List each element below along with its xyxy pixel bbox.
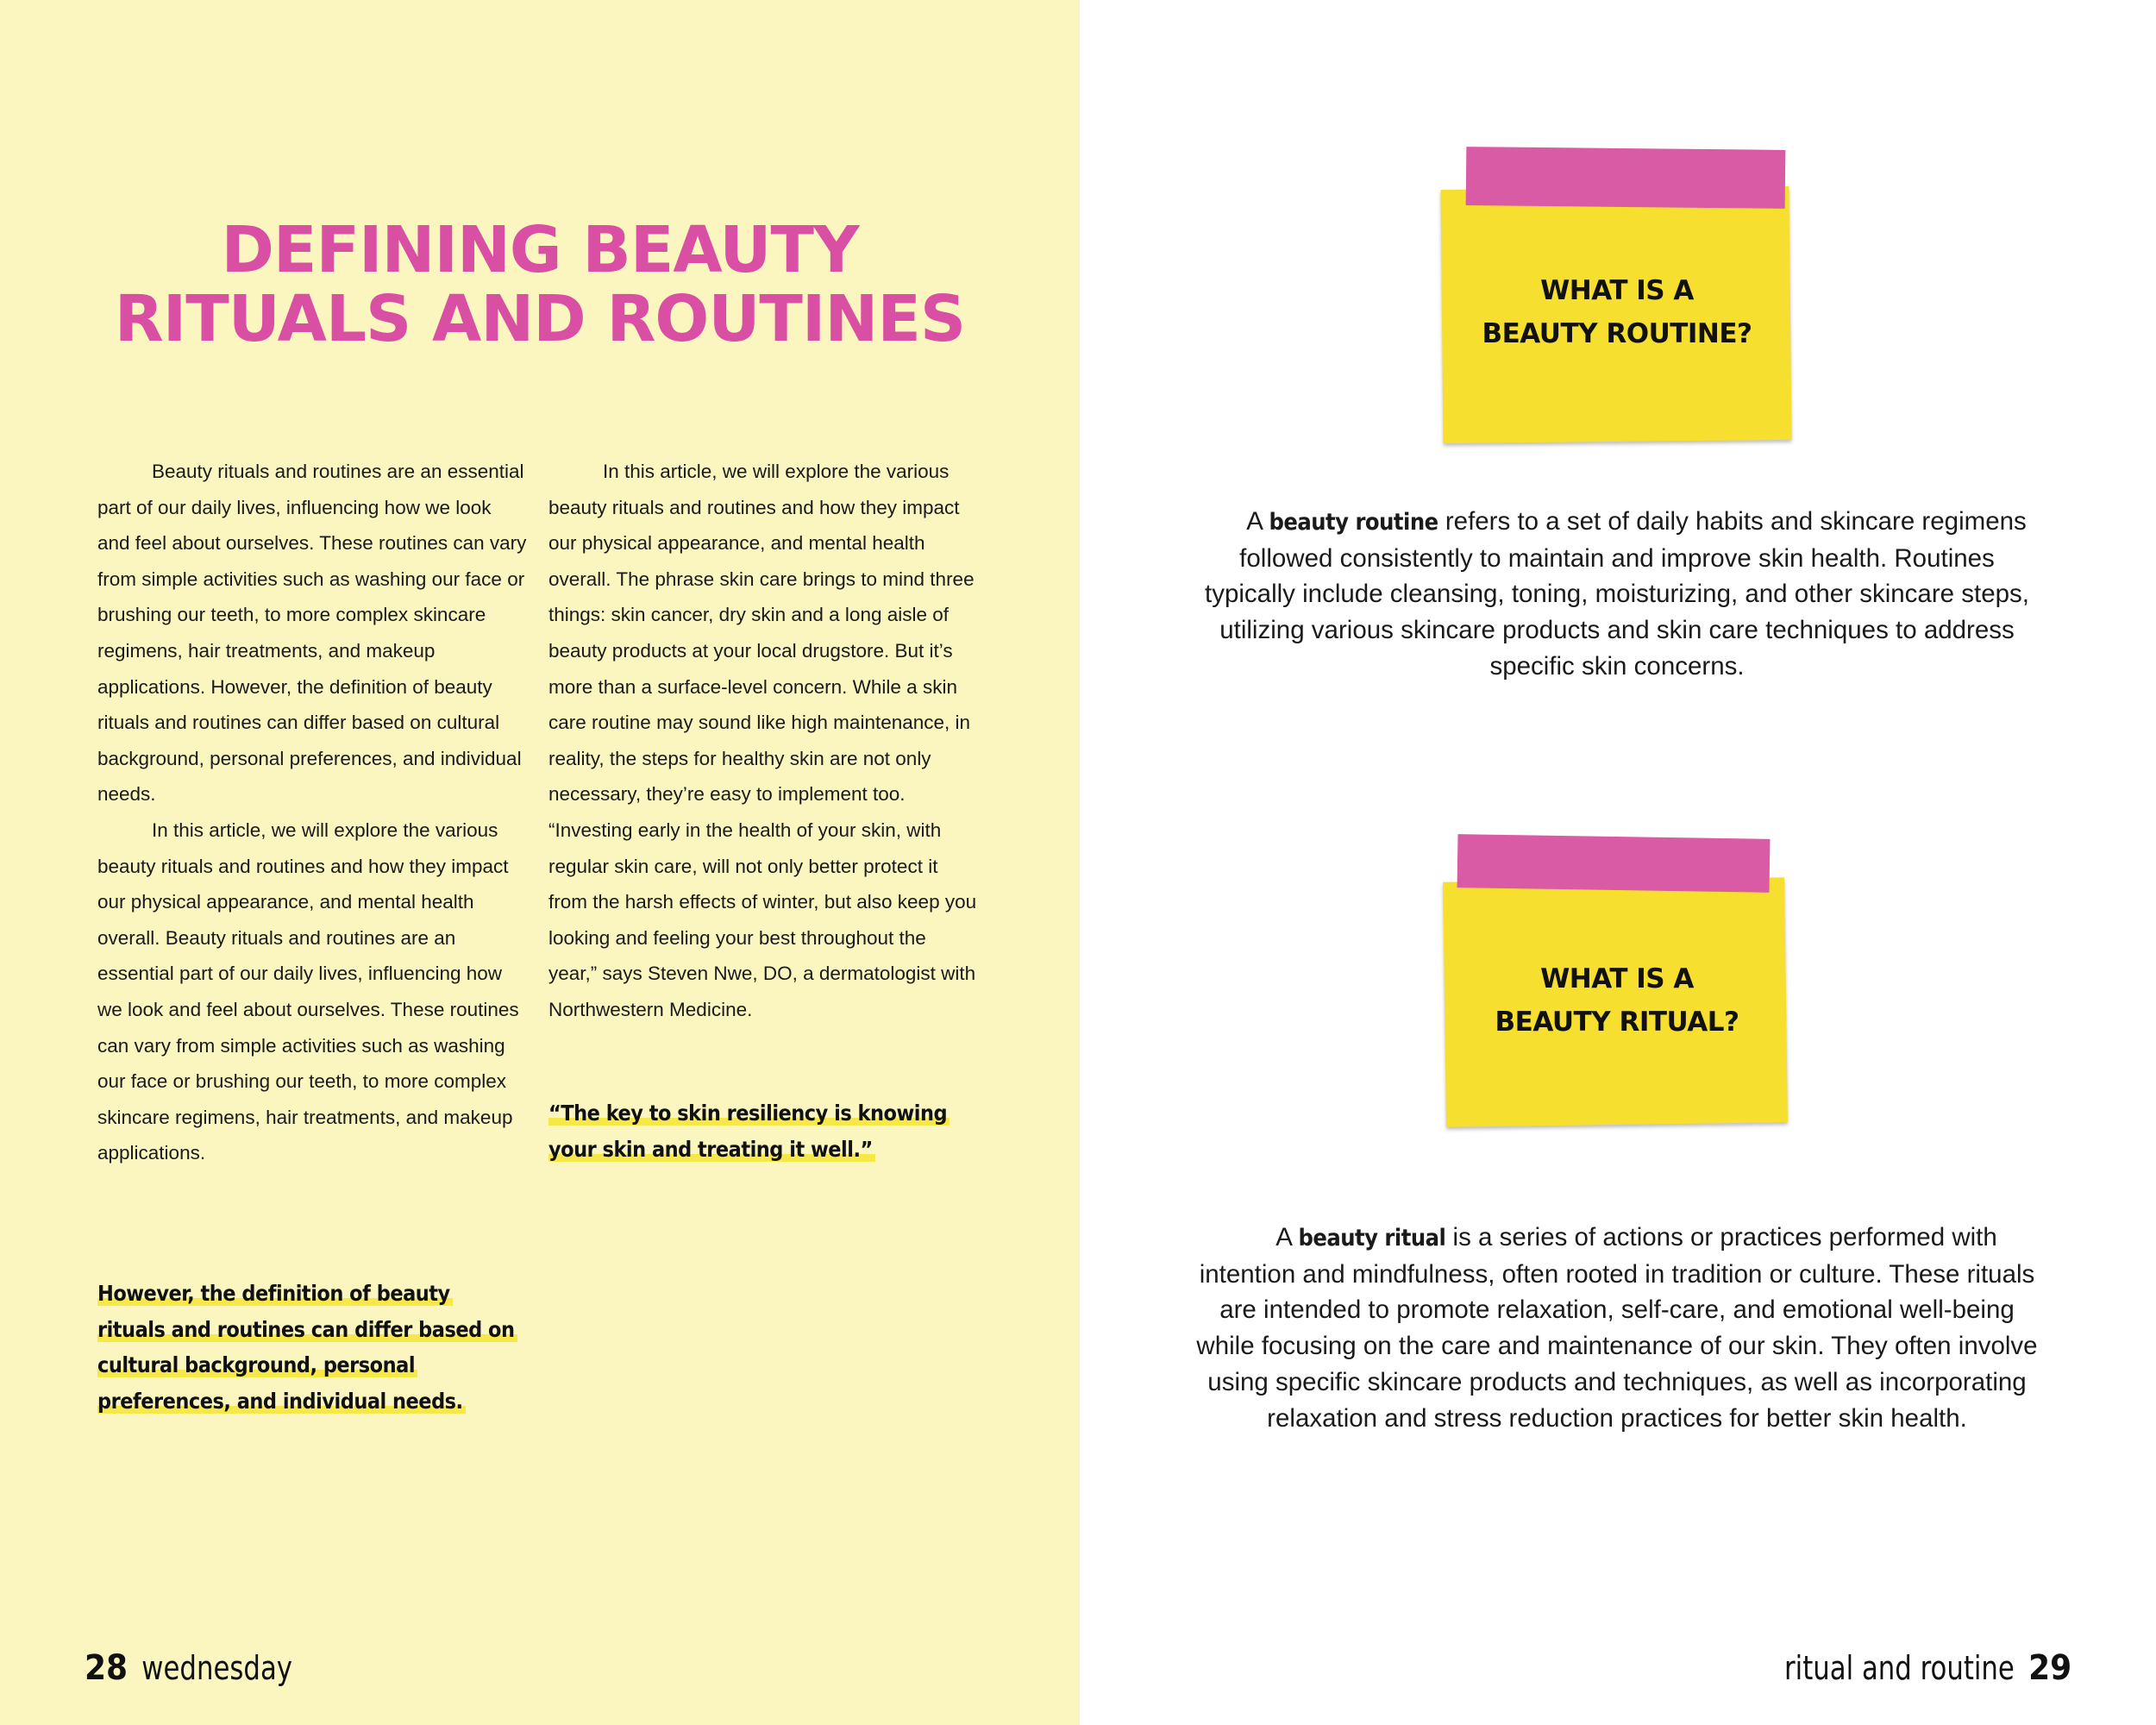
pullquote-right-text: “The key to skin resiliency is knowing your skin and treating it well.”	[548, 1101, 950, 1162]
title-line-2: RITUALS AND ROUTINES	[114, 282, 966, 356]
pullquote-right	[548, 1095, 997, 1167]
sticky-note-routine	[1440, 147, 1794, 448]
body-column-1	[97, 454, 529, 1171]
running-head-right: ritual and routine	[1783, 1649, 2015, 1687]
page-number-left: 28	[85, 1648, 128, 1688]
folio-right	[1784, 1649, 2071, 1687]
routine-def-lead: A	[1246, 507, 1263, 536]
note1-line-1: WHAT IS A	[1540, 275, 1694, 306]
page-title	[0, 213, 1080, 356]
sticky-note-tab	[1457, 834, 1771, 893]
title-line-1: DEFINING BEAUTY	[221, 213, 859, 287]
sticky-note-tab	[1466, 147, 1786, 209]
sticky-note-routine-label	[1440, 269, 1794, 355]
routine-term: beauty routine	[1269, 509, 1438, 536]
pullquote-left-text: However, the definition of beauty rituals and routines can differ based on cultural background, personal preferences, and individual needs.	[97, 1281, 517, 1414]
page-number-right: 29	[2028, 1648, 2071, 1688]
routine-definition	[1194, 504, 2040, 685]
pullquote-left	[97, 1276, 520, 1419]
folio-left	[85, 1649, 292, 1687]
ritual-def-text: is a series of actions or practices performed with intention and mindfulness, often rooted in tradition or culture. These rituals are intended to promote relaxation, self-care, and emotional well-being while focusing on the care and maintenance of our skin. They often involve using specific skincare products and techniques, as well as incorporating relaxation and stress reduction practices for better skin health.	[1196, 1223, 2038, 1433]
running-head-left: wednesday	[141, 1649, 293, 1687]
note1-line-2: BEAUTY ROUTINE?	[1482, 318, 1752, 349]
col2-paragraph-1: In this article, we will explore the various beauty rituals and routines and how they impact our physical appearance, and mental health overall. The phrase skin care brings to mind three things: skin cancer, dry skin and a long aisle of beauty products at your local drugstore. But it’s more than a surface-level concern. While a skin care routine may sound like high maintenance, in reality, the steps for healthy skin are not only necessary, they’re easy to implement too. “Investing early in the health of your skin, with regular skin care, will not only better protect it from the harsh effects of winter, but also keep you looking and feeling your best throughout the year,” says Steven Nwe, DO, a dermatologist with Northwestern Medicine.	[548, 461, 977, 1020]
sticky-note-ritual	[1440, 835, 1794, 1130]
col1-paragraph-2: In this article, we will explore the various beauty rituals and routines and how they impact our physical appearance, and mental health overall. Beauty rituals and routines are an essential part of our daily lives, influencing how we look and feel about ourselves. These routines can vary from simple activities such as washing our face or brushing our teeth, to more complex skincare regimens, hair treatments, and makeup applications.	[97, 819, 519, 1164]
col1-paragraph-1: Beauty rituals and routines are an essential part of our daily lives, influencing how we look and feel about ourselves. These routines can vary from simple activities such as washing our face or brushing our teeth, to more complex skincare regimens, hair treatments, and makeup applications. However, the definition of beauty rituals and routines can differ based on cultural background, personal preferences, and individual needs.	[97, 461, 527, 806]
ritual-term: beauty ritual	[1298, 1225, 1446, 1251]
sticky-note-ritual-label	[1440, 957, 1794, 1044]
note2-line-1: WHAT IS A	[1540, 963, 1694, 994]
body-column-2	[548, 454, 980, 1028]
ritual-def-lead: A	[1275, 1223, 1292, 1251]
note2-line-2: BEAUTY RITUAL?	[1495, 1007, 1739, 1038]
routine-def-text: refers to a set of daily habits and skincare regimens followed consistently to maintain and improve skin health. Routines typically include cleansing, toning, moisturizing, and other skincare steps, utilizing various skincare products and skin care techniques to address specific skin concerns.	[1205, 507, 2029, 681]
ritual-definition	[1194, 1220, 2040, 1436]
